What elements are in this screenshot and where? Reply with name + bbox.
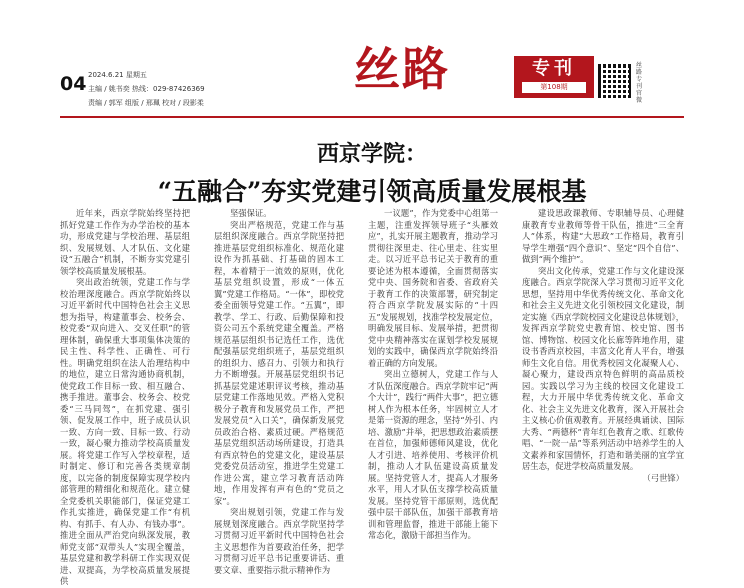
date-line: 2024.6.21 星期五 — [88, 71, 147, 79]
section-title: 专刊 — [532, 58, 576, 79]
article-column-4 — [522, 208, 684, 538]
newspaper-logo: 丝路 — [354, 42, 450, 96]
paragraph: 突出严格规范，党建工作与基层组织深度融合。西京学院坚持把推进基层党组织标准化、规范化建设作为抓基础、打基础的固本工程，本着精于一流效的原则，优化基层党组织设置，形成“一体五翼”党建工作格局。“一体”，即校党委全面领导党建工作。“五翼”，即教学、学工、行政、后勤保障和投资公司五个系统党建全覆盖。严格规范基层组织书记选任工作，选优配强基层党组织班子，基层党组织的组织力、感召力、引领力和执行力不断增强。开展基层党组织书记抓基层党建述职评议考核，推动基层党建工作落地见效。严格入党积极分子教育和发展党员工作，严把发展党员“入口关”，确保新发展党员政治合格、素质过硬。严格规范基层党组织活动场所建设，打造具有西京特色的党建文化，建设基层党委党员活动室，推进学生党建工作进公寓，建立学习教育活动阵地，作用发挥有声有色的“党员之家”。 — [214, 219, 344, 506]
paragraph: 突出文化传承，党建工作与文化建设深度融合。西京学院深入学习贯彻习近平文化思想，坚持用中华优秀传统文化、革命文化和社会主义先进文化引领校园文化建设，制定实施《西京学院校园文化建设总体规划》，发挥西京学院党史教育馆、校史馆、图书馆、博物馆、校园文化长廊等阵地作用，建设书香西京校园，丰富文化育人平台，增强师生文化自信。用优秀校园文化凝聚人心、凝心聚力，建设西京特色鲜明的高品质校园。实践以学习为主线的校园文化建设工程，大力开展中华优秀传统文化、革命文化、社会主义先进文化教育，深入开展社会主义核心价值观教育。开展经典诵读、国际大秀、“两德杯”青年红色教育之歌、红歌传唱、“一院一品”等系列活动中培养学生的人文素养和家国情怀，打造和谐美丽的宜学宜居生态，促进学校高质量发展。 — [522, 265, 684, 471]
staff-line: 责编 / 郭军 组版 / 邢珮 校对 / 段影柔 — [88, 99, 204, 107]
headline-line-1: 西京学院： — [316, 141, 427, 167]
qr-code-icon — [598, 64, 632, 98]
header-rule — [60, 116, 684, 118]
paragraph: 突出政治统领，党建工作与学校治理深度融合。西京学院始终以习近平新时代中国特色社会主义思想为指导，构建董事会、校务会、校党委“双向进入、交叉任职”的管理体制，确保重大事项集体决策的民主性、科学性、正确性、可行性。明确党组织在法人治理结构中的地位，建立日常沟通协商机制，使党政工作目标一致、相互融合、携手推进。董事会、校务会、校党委“三马同驾”，在抓党建、强引领、促发展工作中，班子成员认识一致、方向一致、目标一致、行动一致，凝心聚力推动学校高质量发展。将党建工作写入学校章程，适时制定、修订和完善各类规章制度，以完备的制度保障实现学校内部管理的精细化和规范化。建立健全党委机关职能部门，保证党建工作扎实推进，确保党建工作“有机构、有抓手、有人办、有钱办事”。推进全面从严治党向纵深发展，教师党支部“双带头人”实现全覆盖，基层党建和教学科研工作实现双促进、双提高，为学校高质量发展提供 — [60, 277, 190, 586]
editor-line: 主编 / 姚书奕 热线：029-87426369 — [88, 85, 205, 93]
section-badge — [514, 56, 594, 98]
issue-number: 第108期 — [522, 82, 586, 93]
qr-caption: 丝路专刊官微 — [636, 62, 643, 104]
article-column-3 — [368, 208, 498, 538]
article-column-2 — [214, 208, 344, 575]
page-number: 04 — [60, 73, 87, 95]
paragraph: 一议题”，作为党委中心组第一主题，注重发挥领导班子“头雁效应”，扎实开展主题教育，推动学习贯彻往深里走、往心里走、往实里走。以习近平总书记关于教育的重要论述为根本遵循，全面贯彻落实党中央、国务院和省委、省政府关于教育工作的决策部署，研究制定符合西京学院发展实际的“十四五”发展规划，找准学校发展定位，明确发展目标、发展举措，把贯彻党中央精神落实在谋划学校发展规划的实践中，确保西京学院始终沿着正确的方向发展。 — [368, 208, 498, 368]
paragraph: 坚强保证。 — [230, 208, 272, 218]
headline-line-2: “五融合”夯实党建引领高质量发展根基 — [157, 177, 587, 206]
article-column-1 — [60, 208, 190, 586]
paragraph: 建设思政课教师、专职辅导员、心理健康教育专业教师等骨干队伍，推进“三全育人”体系，构建“大思政”工作格局，教育引导学生增强“四个意识”、坚定“四个自信”、做到“两个维护”。 — [522, 208, 684, 264]
paragraph: 近年来，西京学院始终坚持把抓好党建工作作为办学治校的基本功，形成党建与学校治理、基层组织、发展规划、人才队伍、文化建设“五融合”机制，不断夯实党建引领学校高质量发展根基。 — [60, 208, 190, 276]
paragraph: 突出立德树人，党建工作与人才队伍深度融合。西京学院牢记“两个大计”，践行“两件大事”，把立德树人作为根本任务，牢固树立人才是第一资源的理念，坚持“外引、内培、激励”并举，把思想政治素质摆在首位，加强师德师风建设，优化人才引进、培养使用、考核评价机制，推动人才队伍建设高质量发展。坚持党管人才，提高人才服务水平，用人才队伍支撑学校高质量发展。坚持党管干部原则，选优配强中层干部队伍，加强干部教育培训和管理监督，推进干部能上能下常态化，激励干部担当作为。 — [368, 369, 498, 540]
masthead — [0, 0, 744, 118]
paragraph: 突出规划引领，党建工作与发展规划深度融合。西京学院坚持学习贯彻习近平新时代中国特色社会主义思想作为首要政治任务，把学习贯彻习近平总书记重要讲话、重要文章、重要指示批示精神作为 — [214, 507, 344, 575]
author-byline: （弓世锋） — [642, 472, 684, 483]
